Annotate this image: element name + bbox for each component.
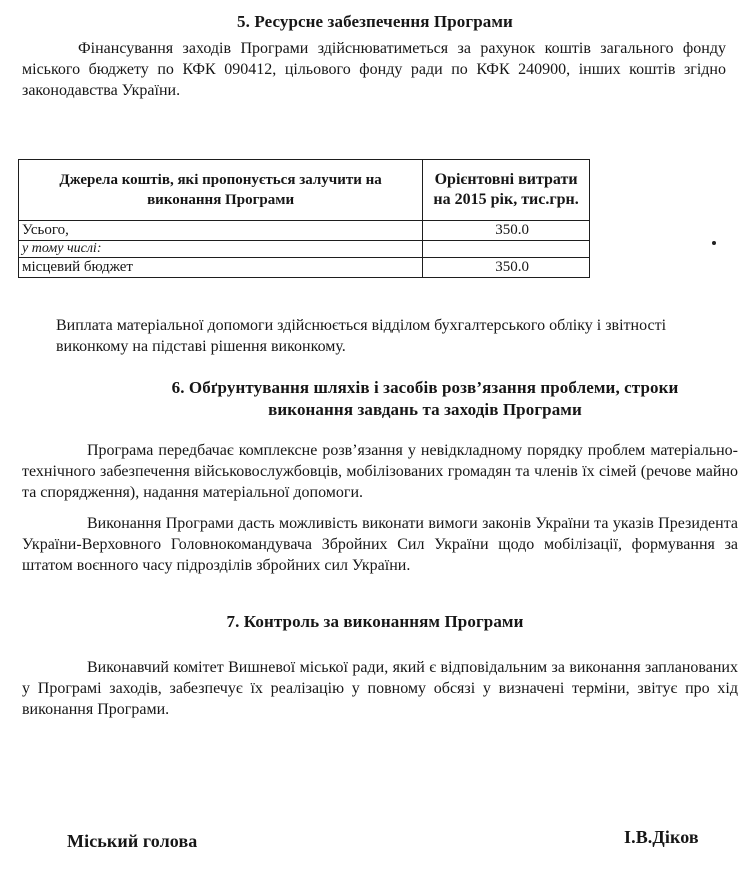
table-row bbox=[19, 221, 590, 241]
table-row-value: 350.0 bbox=[423, 258, 590, 278]
table-row bbox=[19, 258, 590, 278]
section-6-heading: 6. Обґрунтування шляхів і засобів розв’язання проблеми, строки виконання завдань та заходів Програми bbox=[171, 378, 679, 419]
table-header-costs: Орієнтовні витрати на 2015 рік, тис.грн. bbox=[423, 160, 590, 221]
table-row-label: у тому числі: bbox=[19, 241, 423, 258]
table-row-label: місцевий бюджет bbox=[19, 258, 423, 278]
table-header-sources: Джерела коштів, які пропонується залучити на виконання Програми bbox=[19, 160, 423, 221]
section-5-note: Виплата матеріальної допомоги здійснюється відділом бухгалтерського обліку і звітності виконкому на підставі рішення виконкому. bbox=[56, 317, 667, 355]
table-header-row bbox=[19, 160, 590, 221]
table-row-value bbox=[423, 241, 590, 258]
signature-name: І.В.Діков bbox=[624, 827, 699, 847]
funding-table bbox=[18, 159, 590, 278]
section-6-paragraph-1: Програма передбачає комплексне розв’язання у невідкладному порядку проблем матеріально-технічного забезпечення військовослужбовців, мобілізованих громадян та членів їх сімей (речове майно та спорядження), надання матеріальної допомоги. bbox=[22, 442, 738, 501]
section-7-paragraph: Виконавчий комітет Вишневої міської ради, який є відповідальним за виконання запланованих у Програмі заходів, забезпечує їх реалізацію у повному обсязі у визначені терміни, звітує про хід виконання Програми. bbox=[22, 659, 738, 718]
section-5-heading: 5. Ресурсне забезпечення Програми bbox=[237, 12, 513, 31]
table-row bbox=[19, 241, 590, 258]
section-7-heading: 7. Контроль за виконанням Програми bbox=[226, 612, 524, 631]
section-6-paragraph-2: Виконання Програми дасть можливість виконати вимоги законів України та указів Президента України-Верховного Головнокомандувача Збройних Сил України щодо мобілізації, формування за штатом воєнного часу підрозділів збройних сил України. bbox=[22, 515, 738, 574]
scan-speck bbox=[712, 241, 716, 245]
table-row-label: Усього, bbox=[19, 221, 423, 241]
section-5-paragraph: Фінансування заходів Програми здійснюватиметься за рахунок коштів загального фонду міського бюджету по КФК 090412, цільового фонду ради по КФК 240900, інших коштів згідно законодавства України. bbox=[22, 40, 726, 99]
table-row-value: 350.0 bbox=[423, 221, 590, 241]
signature-position: Міський голова bbox=[67, 831, 198, 851]
